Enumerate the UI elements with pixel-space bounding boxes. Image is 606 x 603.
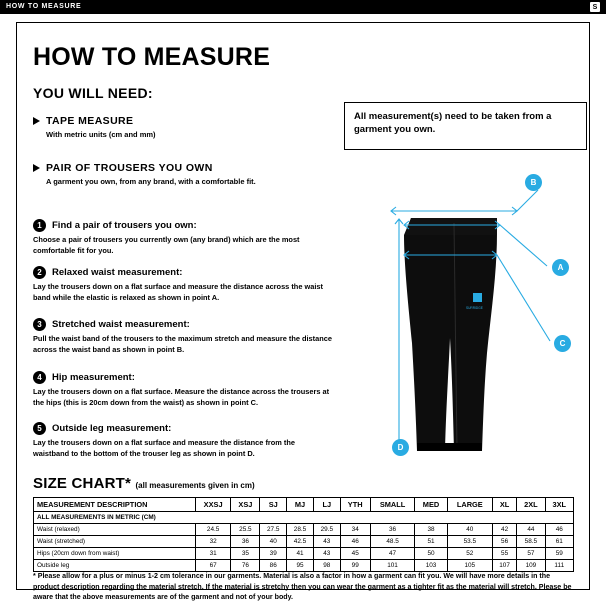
cell: 55 [492,548,516,560]
cell: 32 [195,536,231,548]
cell: 46 [545,524,573,536]
column-header: YTH [340,498,370,512]
svg-text:SURRIDGE: SURRIDGE [466,306,483,310]
cell: 98 [313,560,340,572]
callout-text: All measurement(s) need to be taken from a garment you own. [354,111,552,135]
cell: 67 [195,560,231,572]
step-body: Lay the trousers down on a flat surface and measure the distance across the waist band while the elastic is relaxed as shown in point A. [33,282,323,302]
table-row [34,524,574,536]
top-bar-title: HOW TO MEASURE [6,3,82,10]
cell: 76 [231,560,260,572]
cell: 36 [231,536,260,548]
need-item-title: TAPE MEASURE [46,115,134,127]
footnote-text: * Please allow for a plus or minus 1-2 cm tolerance in our garments. Material is also a factor in how a garment can fit you. We will have more details in the product description regarding the material stretch. If the material is stretchy then you can wear the garment as a tighter fit as the material will stretch. Please be aware that the above measurements are of the garment and not of your body. [33,572,572,602]
cell: 105 [447,560,492,572]
column-header: LJ [313,498,340,512]
column-header: XSJ [231,498,260,512]
cell: 43 [313,536,340,548]
cell: 40 [260,536,287,548]
step-title: Relaxed waist measurement: [52,267,183,278]
column-header: SMALL [370,498,415,512]
cell: 36 [370,524,415,536]
step-5 [33,422,333,459]
cell: 25.5 [231,524,260,536]
column-header: MED [415,498,447,512]
cell: 95 [287,560,314,572]
cell: 48.5 [370,536,415,548]
step-title: Outside leg measurement: [52,423,172,434]
cell: 46 [340,536,370,548]
step-number-badge: 2 [33,266,46,279]
step-1 [33,219,333,256]
row-label: Outside leg [34,560,196,572]
cell: 31 [195,548,231,560]
size-chart-heading [33,475,255,493]
callout-box [344,102,587,150]
size-chart-note: (all measurements given in cm) [135,481,255,490]
column-header: MJ [287,498,314,512]
you-will-need-heading: YOU WILL NEED: [33,85,153,101]
column-header: SJ [260,498,287,512]
step-2 [33,266,333,303]
cell: 38 [415,524,447,536]
need-item-subtitle: A garment you own, from any brand, with a comfortable fit. [46,177,256,186]
callout-label-a: A [552,259,569,276]
column-header: LARGE [447,498,492,512]
row-label: Waist (relaxed) [34,524,196,536]
triangle-bullet-icon [33,164,40,172]
cell: 27.5 [260,524,287,536]
row-label: Waist (stretched) [34,536,196,548]
cell: 34 [340,524,370,536]
cell: 56 [492,536,516,548]
need-item-subtitle: With metric units (cm and mm) [46,130,156,139]
cell: 40 [447,524,492,536]
table-header-row [34,498,574,512]
cell: 111 [545,560,573,572]
cell: 101 [370,560,415,572]
trousers-diagram-svg [342,163,587,468]
step-body: Choose a pair of trousers you currently own (any brand) which are the most comfortable fit for you. [33,235,300,255]
size-chart-table [33,497,574,572]
step-3 [33,318,333,355]
column-header: 2XL [517,498,545,512]
step-title: Find a pair of trousers you own: [52,220,197,231]
cell: 24.5 [195,524,231,536]
cell: 35 [231,548,260,560]
trousers-shape [404,218,497,451]
need-item-title: PAIR OF TROUSERS YOU OWN [46,162,213,174]
table-row [34,560,574,572]
row-label: Hips (20cm down from waist) [34,548,196,560]
cell: 57 [517,548,545,560]
step-title: Stretched waist measurement: [52,319,190,330]
cell: 58.5 [517,536,545,548]
callout-label-d: D [392,439,409,456]
cell: 59 [545,548,573,560]
cell: 47 [370,548,415,560]
cell: 103 [415,560,447,572]
cell: 43 [313,548,340,560]
step-number-badge: 3 [33,318,46,331]
callout-label-c: C [554,335,571,352]
metric-banner-row [34,512,574,524]
cell: 109 [517,560,545,572]
step-number-badge: 5 [33,422,46,435]
cell: 44 [517,524,545,536]
table-row [34,536,574,548]
page-title: HOW TO MEASURE [33,43,271,71]
step-body: Pull the waist band of the trousers to the maximum stretch and measure the distance across the waist band as shown in point B. [33,334,332,354]
callout-label-b: B [525,174,542,191]
cell: 52 [447,548,492,560]
step-number-badge: 1 [33,219,46,232]
step-number-badge: 4 [33,371,46,384]
cell: 51 [415,536,447,548]
cell: 99 [340,560,370,572]
cell: 41 [287,548,314,560]
cell: 29.5 [313,524,340,536]
need-item [33,162,256,186]
triangle-bullet-icon [33,117,40,125]
cell: 50 [415,548,447,560]
step-title: Hip measurement: [52,372,135,383]
cell: 42.5 [287,536,314,548]
column-header: XL [492,498,516,512]
cell: 107 [492,560,516,572]
column-header: XXSJ [195,498,231,512]
column-header: MEASUREMENT DESCRIPTION [34,498,196,512]
cell: 86 [260,560,287,572]
cell: 53.5 [447,536,492,548]
cell: 45 [340,548,370,560]
cell: 28.5 [287,524,314,536]
step-4 [33,371,333,408]
step-body: Lay the trousers down on a flat surface and measure the distance from the waistband to the bottom of the trouser leg as shown in point D. [33,438,296,458]
cell: 39 [260,548,287,560]
need-item [33,115,156,139]
brand-logo-icon: S [590,2,600,12]
size-chart-title: SIZE CHART* [33,475,132,492]
trousers-illustration [342,163,587,468]
cell: 42 [492,524,516,536]
column-header: 3XL [545,498,573,512]
cell: 61 [545,536,573,548]
step-body: Lay the trousers down on a flat surface. Measure the distance across the trousers at the hips (this is 20cm down from the waist) as shown in point C. [33,387,330,407]
content-frame [16,22,590,602]
table-row [34,548,574,560]
metric-banner-label: ALL MEASUREMENTS IN METRIC (CM) [34,512,574,524]
top-bar [0,0,606,14]
